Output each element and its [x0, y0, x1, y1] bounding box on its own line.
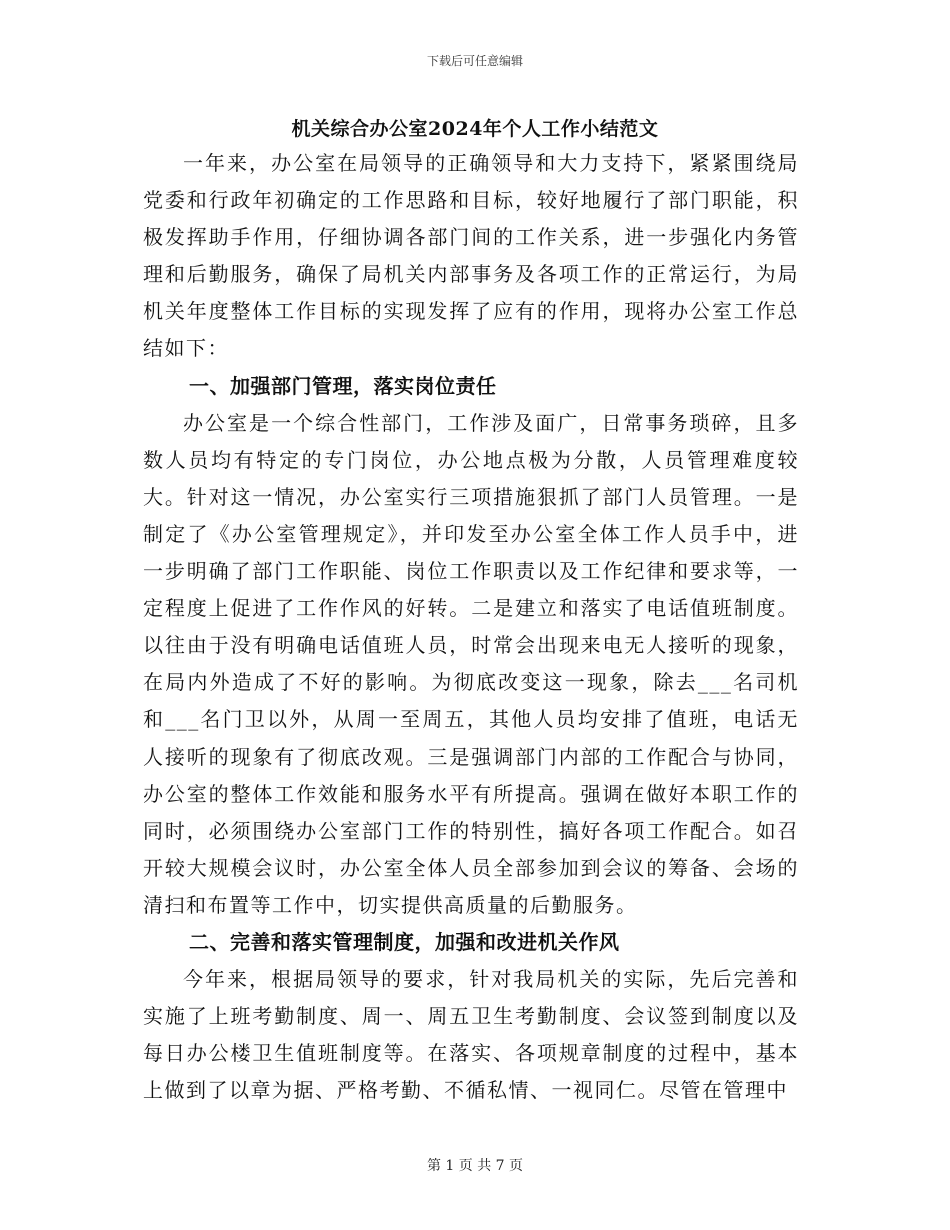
section-1-paragraph: 办公室是一个综合性部门，工作涉及面广，日常事务琐碎，且多数人员均有特定的专门岗位，办公地点极为分散，人员管理难度较大。针对这一情况，办公室实行三项措施狠抓了部门人员管理。一是制定了《办公室管理规定》，并印发至办公室全体工作人员手中，进一步明确了部门工作职能、岗位工作职责以及工作纪律和要求等，一定程度上促进了工作作风的好转。二是建立和落实了电话值班制度。以往由于没有明确电话值班人员，时常会出现来电无人接听的现象，在局内外造成了不好的影响。为彻底改变这一现象，除去___名司机和___名门卫以外，从周一至周五，其他人员均安排了值班，电话无人接听的现象有了彻底改观。三是强调部门内部的工作配合与协同，办公室的整体工作效能和服务水平有所提高。强调在做好本职工作的同时，必须围绕办公室部门工作的特别性，搞好各项工作配合。如召开较大规模会议时，办公室全体人员全部参加到会议的筹备、会场的清扫和布置等工作中，切实提供高质量的后勤服务。: [143, 410, 799, 917]
document-title: 机关综合办公室2024年个人工作小结范文: [291, 118, 659, 140]
page-number-footer: 第 1 页 共 7 页: [426, 1158, 524, 1174]
section-2-paragraph: 今年来，根据局领导的要求，针对我局机关的实际，先后完善和实施了上班考勤制度、周一、周五卫生考勤制度、会议签到制度以及每日办公楼卫生值班制度等。在落实、各项规章制度的过程中，基本上做到了以章为据、严格考勤、不循私情、一视同仁。尽管在管理中: [143, 967, 799, 1103]
document-body: [143, 145, 799, 1109]
page-header-note: 下载后可任意编辑: [426, 54, 523, 68]
intro-paragraph: 一年来，办公室在局领导的正确领导和大力支持下，紧紧围绕局党委和行政年初确定的工作思路和目标，较好地履行了部门职能，积极发挥助手作用，仔细协调各部门间的工作关系，进一步强化内务管理和后勤服务，确保了局机关内部事务及各项工作的正常运行，为局机关年度整体工作目标的实现发挥了应有的作用，现将办公室工作总结如下：: [143, 151, 799, 361]
section-heading-1: 一、加强部门管理，落实岗位责任: [189, 373, 497, 398]
section-heading-2: 二、完善和落实管理制度，加强和改进机关作风: [189, 929, 620, 954]
